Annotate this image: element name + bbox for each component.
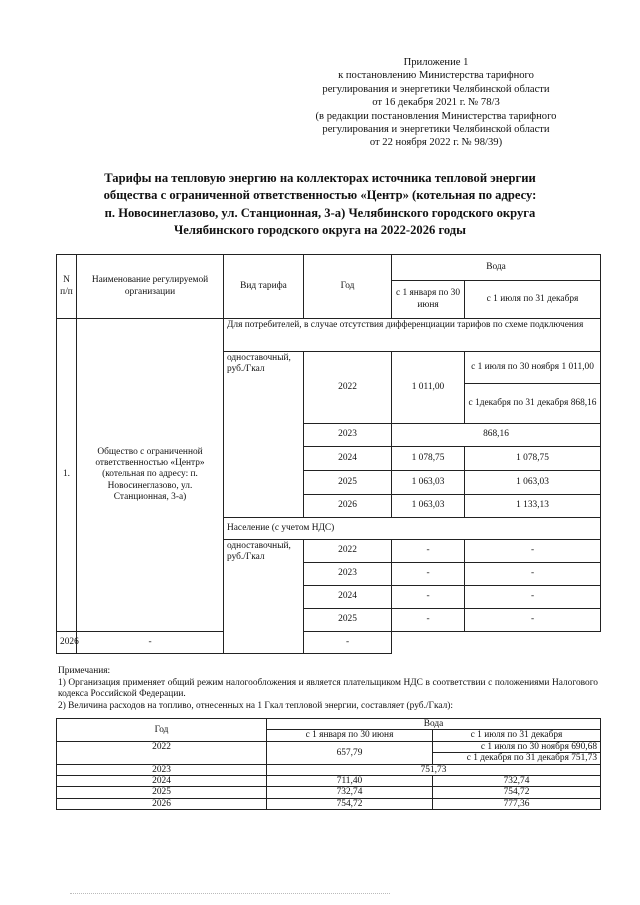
value-cell: с 1декабря по 31 декабря 868,16	[465, 384, 601, 424]
tariff-type: одноставочный, руб./Гкал	[224, 352, 304, 518]
row-number: 1.	[57, 319, 77, 632]
header-half2: с 1 июля по 31 декабря	[465, 281, 601, 319]
organization-name: Общество с ограниченной ответственностью «Центр» (котельная по адресу: п. Новосинеглазово, ул. Станционная, 3-а)	[77, 319, 224, 632]
fuel-value: с 1 июля по 30 ноября 690,68	[433, 741, 601, 752]
fuel-header-year: Год	[57, 719, 267, 742]
header-half1: с 1 января по 30 июня	[392, 281, 465, 319]
year-cell: 2022	[304, 540, 392, 563]
value-cell: -	[392, 586, 465, 609]
value-cell: 1 063,03	[392, 495, 465, 518]
value-cell: 1 063,03	[465, 471, 601, 495]
year-cell: 2023	[304, 424, 392, 447]
fuel-cost-table	[56, 718, 601, 810]
appendix-line: регулирования и энергетики Челябинской области	[322, 83, 550, 95]
value-cell: -	[77, 632, 224, 654]
value-cell: 1 133,13	[465, 495, 601, 518]
fuel-year: 2025	[57, 787, 267, 798]
header-year: Год	[304, 255, 392, 319]
value-cell: -	[465, 540, 601, 563]
appendix-line: регулирования и энергетики Челябинской области	[322, 124, 550, 136]
value-cell: -	[465, 586, 601, 609]
appendix-line: (в редакции постановления Министерства тарифного	[315, 110, 557, 122]
year-cell: 2022	[304, 352, 392, 424]
fuel-value: 754,72	[267, 798, 433, 809]
section-consumers: Для потребителей, в случае отсутствия дифференциации тарифов по схеме подключения	[224, 319, 601, 352]
year-cell: 2024	[304, 586, 392, 609]
value-cell: -	[304, 632, 392, 654]
fuel-year: 2023	[57, 764, 267, 775]
appendix-line: к постановлению Министерства тарифного	[338, 70, 534, 82]
header-water: Вода	[392, 255, 601, 281]
note-1: 1) Организация применяет общий режим налогообложения и является плательщиком НДС в соответствии с положениями Налогового кодекса Российской Федерации.	[58, 677, 598, 699]
fuel-year: 2024	[57, 776, 267, 787]
document-title	[30, 170, 610, 240]
header-tariff: Вид тарифа	[224, 255, 304, 319]
fuel-header-half2: с 1 июля по 31 декабря	[433, 730, 601, 741]
appendix-line: от 16 декабря 2021 г. № 78/3	[372, 97, 500, 109]
fuel-value: 711,40	[267, 776, 433, 787]
fuel-value: 657,79	[267, 741, 433, 764]
tariff-table	[56, 254, 601, 654]
tariff-type: одноставочный, руб./Гкал	[224, 540, 304, 654]
value-cell: 1 063,03	[392, 471, 465, 495]
fuel-year: 2022	[57, 741, 267, 764]
fuel-header-water: Вода	[267, 719, 601, 730]
notes-title: Примечания:	[58, 666, 111, 676]
title-line: общества с ограниченной ответственностью «Центр» (котельная по адресу:	[103, 188, 537, 203]
value-cell: 868,16	[392, 424, 601, 447]
note-2: 2) Величина расходов на топливо, отнесенных на 1 Гкал тепловой энергии, составляет (руб./Гкал):	[58, 700, 454, 711]
year-cell: 2025	[304, 471, 392, 495]
notes	[58, 666, 598, 712]
title-line: Тарифы на тепловую энергию на коллекторах источника тепловой энергии	[104, 171, 536, 185]
value-cell: -	[392, 609, 465, 632]
appendix-header	[286, 56, 586, 150]
fuel-value: 732,74	[267, 787, 433, 798]
section-population: Население (с учетом НДС)	[224, 518, 601, 540]
value-cell: 1 078,75	[392, 447, 465, 471]
value-cell: 1 011,00	[392, 352, 465, 424]
footer-rule	[70, 893, 390, 896]
year-cell: 2026	[57, 632, 77, 654]
appendix-line: от 22 ноября 2022 г. № 98/39)	[369, 137, 503, 149]
value-cell: 1 078,75	[465, 447, 601, 471]
value-cell: с 1 июля по 30 ноября 1 011,00	[465, 352, 601, 384]
value-cell: -	[465, 609, 601, 632]
year-cell: 2023	[304, 563, 392, 586]
value-cell: -	[392, 540, 465, 563]
year-cell: 2025	[304, 609, 392, 632]
fuel-value: с 1 декабря по 31 декабря 751,73	[433, 753, 601, 764]
appendix-line: Приложение 1	[403, 57, 469, 68]
value-cell: -	[392, 563, 465, 586]
title-line: п. Новосинеглазово, ул. Станционная, 3-а) Челябинского городского округа	[104, 205, 536, 220]
fuel-value: 732,74	[433, 776, 601, 787]
fuel-header-half1: с 1 января по 30 июня	[267, 730, 433, 741]
fuel-value: 751,73	[267, 764, 601, 775]
fuel-year: 2026	[57, 798, 267, 809]
year-cell: 2024	[304, 447, 392, 471]
title-line: Челябинского городского округа на 2022-2026 годы	[174, 223, 466, 238]
fuel-value: 754,72	[433, 787, 601, 798]
fuel-value: 777,36	[433, 798, 601, 809]
header-num: N п/п	[57, 255, 77, 319]
value-cell: -	[465, 563, 601, 586]
header-org: Наименование регулируемой организации	[77, 255, 224, 319]
year-cell: 2026	[304, 495, 392, 518]
